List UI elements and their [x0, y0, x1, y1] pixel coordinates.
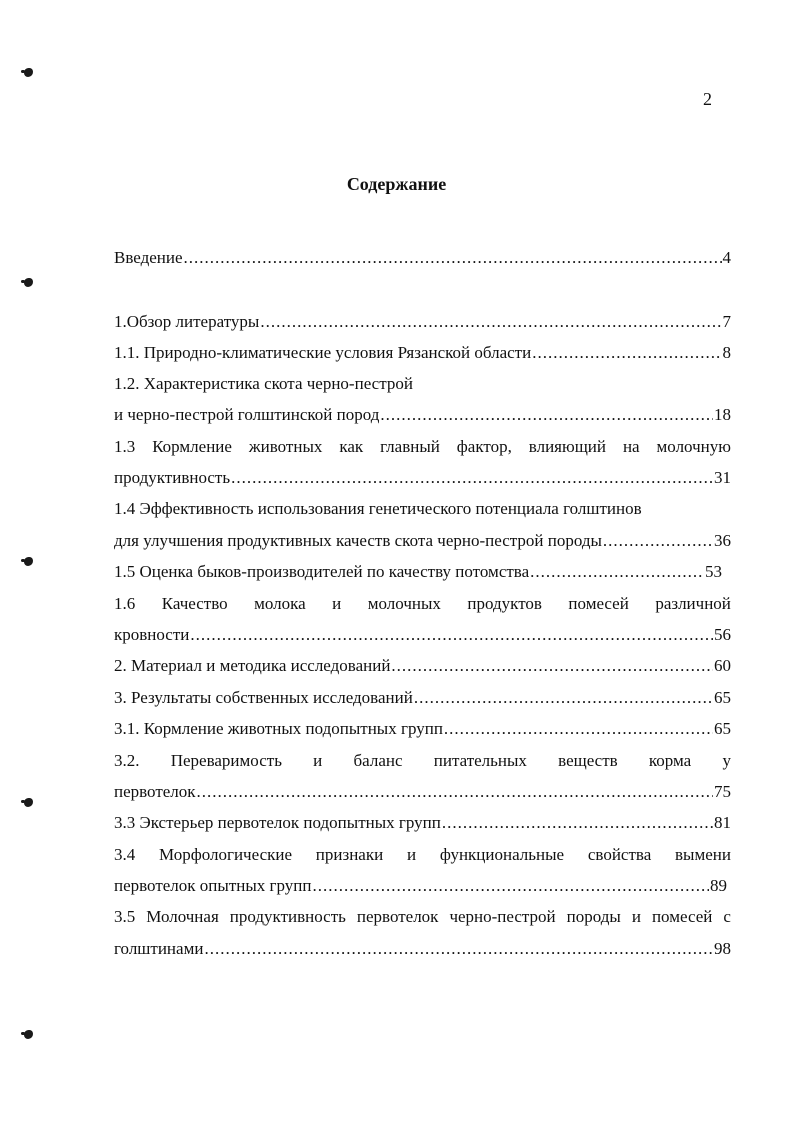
binding-mark: [24, 68, 33, 77]
toc-entry: 3.1. Кормление животных подопытных групп ..... 65: [114, 719, 731, 739]
toc-entry: 1.6 Качество молока и молочных продуктов помесей различной: [114, 594, 731, 613]
toc-entry: Введение ..... 4: [114, 248, 731, 268]
toc-entry-continuation: голштинами ..... 98: [114, 939, 731, 959]
toc-entry: 3.2. Переваримость и баланс питательных веществ корма у: [114, 751, 731, 770]
toc-entry: 3.4 Морфологические признаки и функциональные свойства вымени: [114, 845, 731, 864]
toc-entry: 2. Материал и методика исследований ..... 60: [114, 656, 731, 676]
toc-entry: 1.2. Характеристика скота черно-пестрой: [114, 374, 413, 393]
binding-mark: [24, 278, 33, 287]
toc-entry-continuation: и черно-пестрой голштинской пород ..... 18: [114, 405, 731, 425]
page-title: Содержание: [346, 174, 447, 194]
toc-entry-continuation: продуктивность ..... 31: [114, 468, 731, 488]
toc-entry: 1.3 Кормление животных как главный фактор, влияющий на молочную: [114, 437, 731, 456]
toc-entry-continuation: кровности ..... 56: [114, 625, 731, 645]
toc-entry: 1.1. Природно-климатические условия Рязанской области ..... 8: [114, 343, 731, 363]
binding-mark: [24, 1030, 33, 1039]
page-number: 2: [703, 89, 712, 109]
toc-entry: 1.5 Оценка быков-производителей по качеству потомства ..... 53: [114, 562, 722, 582]
binding-mark: [24, 798, 33, 807]
toc-entry: 3.5 Молочная продуктивность первотелок черно-пестрой породы и помесей с: [114, 907, 731, 926]
toc-entry-continuation: первотелок ..... 75: [114, 782, 731, 802]
binding-mark: [24, 557, 33, 566]
toc-entry-continuation: первотелок опытных групп ..... 89: [114, 876, 727, 896]
toc-entry: 3. Результаты собственных исследований ..... 65: [114, 688, 731, 708]
toc-entry: 3.3 Экстерьер первотелок подопытных групп ..... 81: [114, 813, 731, 833]
toc-entry: 1.4 Эффективность использования генетического потенциала голштинов: [114, 499, 642, 518]
toc-entry-continuation: для улучшения продуктивных качеств скота черно-пестрой породы ..... 36: [114, 531, 731, 551]
toc-entry: 1.Обзор литературы ..... 7: [114, 312, 731, 332]
